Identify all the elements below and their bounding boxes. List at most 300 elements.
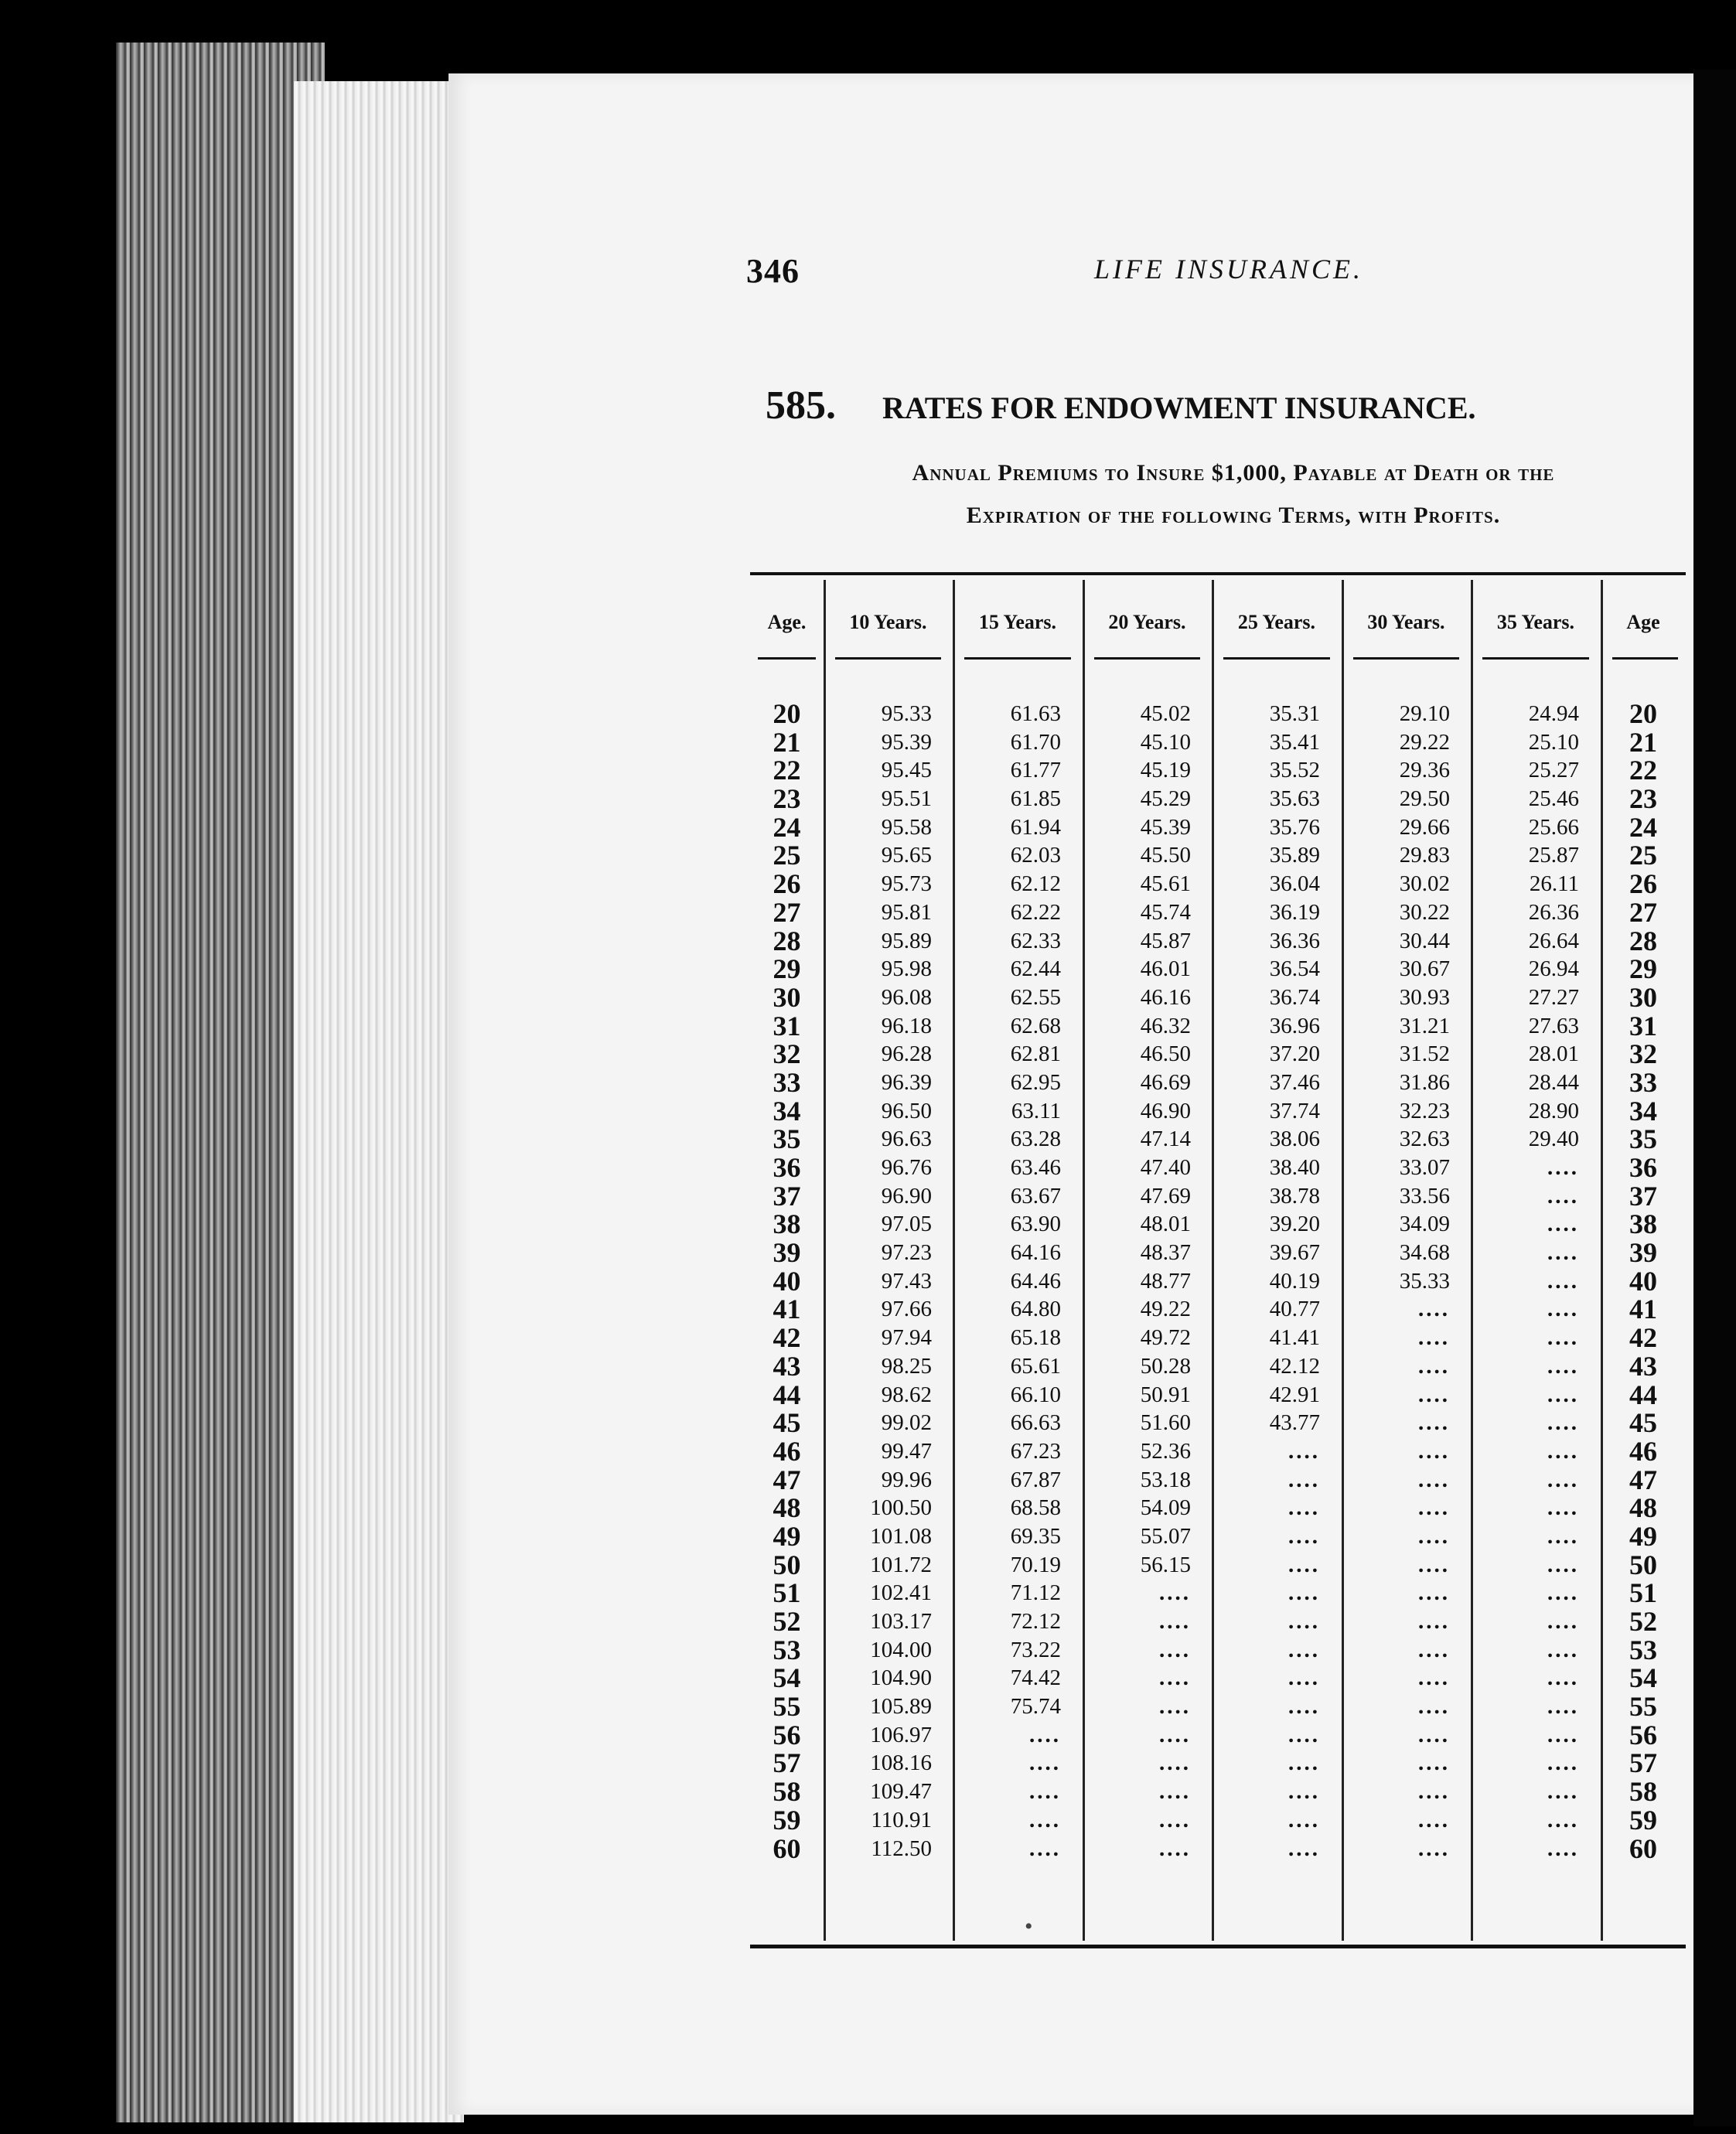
age-cell: 21 (773, 726, 801, 758)
premium-cell: 74.42 (1010, 1665, 1061, 1691)
age-cell: 49 (1629, 1520, 1657, 1552)
age-cell: 29 (1629, 953, 1657, 985)
premium-cell: 61.77 (1010, 758, 1061, 783)
premium-cell: .... (1288, 1523, 1320, 1549)
premium-cell: 99.96 (881, 1467, 932, 1492)
premium-cell: 66.10 (1010, 1382, 1061, 1407)
premium-cell: .... (1547, 1807, 1579, 1832)
age-cell: 44 (773, 1379, 801, 1410)
age-cell: 28 (773, 925, 801, 956)
age-cell: 53 (773, 1634, 801, 1665)
age-cell: 45 (1629, 1407, 1657, 1439)
premium-cell: 29.66 (1399, 814, 1450, 840)
premium-cell: 63.11 (1011, 1098, 1061, 1123)
age-cell: 45 (773, 1407, 801, 1439)
premium-cell: .... (1418, 1552, 1450, 1577)
premium-cell: .... (1029, 1779, 1061, 1805)
premium-cell: 68.58 (1010, 1495, 1061, 1521)
age-cell: 49 (773, 1520, 801, 1552)
premium-cell: 26.64 (1528, 928, 1579, 953)
age-cell: 25 (773, 840, 801, 871)
age-cell: 22 (1629, 755, 1657, 786)
premium-cell: 105.89 (870, 1694, 932, 1720)
premium-cell: 69.35 (1010, 1523, 1061, 1549)
premium-cell: 47.14 (1140, 1127, 1191, 1152)
premium-cell: 31.21 (1399, 1013, 1450, 1038)
premium-cell: 41.41 (1269, 1325, 1320, 1351)
header-rule (1353, 657, 1459, 660)
premium-cell: .... (1288, 1665, 1320, 1691)
age-cell: 26 (1629, 868, 1657, 900)
premium-cell: 110.91 (871, 1807, 932, 1832)
premium-cell: 70.19 (1010, 1552, 1061, 1577)
premium-cell: 67.23 (1010, 1438, 1061, 1464)
premium-cell: 35.76 (1269, 814, 1320, 840)
premium-cell: 53.18 (1140, 1467, 1191, 1492)
premium-cell: 28.44 (1528, 1069, 1579, 1095)
premium-cell: .... (1418, 1807, 1450, 1832)
premium-cell: 61.70 (1010, 729, 1061, 755)
premium-cell: 50.28 (1140, 1353, 1191, 1379)
premium-cell: 29.10 (1399, 701, 1450, 726)
premium-cell: 71.12 (1010, 1580, 1061, 1606)
age-cell: 57 (773, 1747, 801, 1779)
premium-cell: 95.98 (881, 956, 932, 982)
premium-cell: 46.01 (1140, 956, 1191, 982)
running-head: LIFE INSURANCE. (1094, 254, 1363, 285)
premium-cell: 62.95 (1010, 1069, 1061, 1095)
fifteen-year-premium-column (953, 700, 1061, 1863)
premium-cell: 36.19 (1269, 899, 1320, 925)
premium-cell: 45.74 (1140, 899, 1191, 925)
header-rule (1482, 657, 1589, 660)
premium-cell: 64.80 (1010, 1297, 1061, 1322)
premium-cell: 63.90 (1010, 1212, 1061, 1237)
premium-cell: 48.77 (1140, 1268, 1191, 1294)
premium-cell: 30.67 (1399, 956, 1450, 982)
premium-cell: 96.76 (881, 1155, 932, 1180)
age-cell: 60 (1629, 1832, 1657, 1864)
age-column-left (750, 700, 824, 1863)
premium-cell: .... (1547, 1722, 1579, 1747)
premium-cell: 28.01 (1528, 1041, 1579, 1067)
premium-cell: 95.45 (881, 758, 932, 783)
premium-cell: 25.87 (1528, 843, 1579, 868)
premium-cell: 96.90 (881, 1183, 932, 1208)
premium-cell: 62.33 (1010, 928, 1061, 953)
premium-cell: .... (1159, 1836, 1191, 1861)
premium-cell: .... (1418, 1467, 1450, 1492)
premium-cell: 37.46 (1269, 1069, 1320, 1095)
premium-cell: 97.94 (881, 1325, 932, 1351)
premium-cell: 45.29 (1140, 786, 1191, 812)
age-cell: 31 (773, 1010, 801, 1041)
premium-cell: .... (1288, 1694, 1320, 1720)
premium-cell: 104.00 (870, 1637, 932, 1662)
premium-cell: .... (1159, 1580, 1191, 1606)
premium-cell: .... (1547, 1268, 1579, 1294)
premium-cell: 106.97 (870, 1722, 932, 1747)
premium-cell: 38.40 (1269, 1155, 1320, 1180)
header-20-years: 20 Years. (1108, 611, 1186, 633)
premium-cell: .... (1029, 1750, 1061, 1776)
premium-cell: 46.32 (1140, 1013, 1191, 1038)
age-cell: 44 (1629, 1379, 1657, 1410)
premium-cell: .... (1159, 1609, 1191, 1634)
premium-cell: .... (1288, 1836, 1320, 1861)
age-cell: 40 (1629, 1265, 1657, 1297)
premium-cell: 42.91 (1269, 1382, 1320, 1407)
premium-cell: 97.66 (881, 1297, 932, 1322)
premium-cell: 63.46 (1010, 1155, 1061, 1180)
age-cell: 36 (773, 1152, 801, 1183)
premium-cell: 45.02 (1140, 701, 1191, 726)
premium-cell: 35.33 (1399, 1268, 1450, 1294)
age-cell: 30 (773, 981, 801, 1013)
premium-cell: 30.02 (1399, 871, 1450, 897)
premium-cell: 51.60 (1140, 1410, 1191, 1436)
premium-cell: 101.08 (870, 1523, 932, 1549)
header-rule (1223, 657, 1330, 660)
age-cell: 54 (1629, 1662, 1657, 1694)
age-cell: 59 (773, 1804, 801, 1836)
premium-cell: .... (1418, 1353, 1450, 1379)
age-cell: 53 (1629, 1634, 1657, 1665)
age-cell: 34 (773, 1095, 801, 1127)
header-rule (835, 657, 941, 660)
age-cell: 29 (773, 953, 801, 985)
age-cell: 23 (1629, 783, 1657, 815)
premium-cell: 25.46 (1528, 786, 1579, 812)
age-cell: 58 (1629, 1776, 1657, 1808)
age-cell: 48 (1629, 1492, 1657, 1524)
premium-cell: .... (1547, 1552, 1579, 1577)
age-cell: 25 (1629, 840, 1657, 871)
age-cell: 57 (1629, 1747, 1657, 1779)
premium-cell: 62.03 (1010, 843, 1061, 868)
premium-cell: 47.69 (1140, 1183, 1191, 1208)
age-cell: 52 (773, 1606, 801, 1637)
premium-cell: .... (1547, 1155, 1579, 1180)
age-cell: 46 (1629, 1435, 1657, 1467)
premium-cell: 30.93 (1399, 984, 1450, 1010)
premium-cell: 95.58 (881, 814, 932, 840)
premium-cell: .... (1418, 1297, 1450, 1322)
age-cell: 46 (773, 1435, 801, 1467)
premium-cell: .... (1547, 1637, 1579, 1662)
premium-cell: 100.50 (870, 1495, 932, 1521)
premium-cell: 73.22 (1010, 1637, 1061, 1662)
header-rule (964, 657, 1071, 660)
premium-cell: .... (1547, 1750, 1579, 1776)
premium-cell: .... (1418, 1609, 1450, 1634)
premium-cell: .... (1029, 1836, 1061, 1861)
premium-cell: 67.87 (1010, 1467, 1061, 1492)
age-cell: 23 (773, 783, 801, 815)
premium-cell: 45.19 (1140, 758, 1191, 783)
age-cell: 30 (1629, 981, 1657, 1013)
premium-cell: 50.91 (1140, 1382, 1191, 1407)
premium-cell: .... (1288, 1438, 1320, 1464)
header-35-years: 35 Years. (1496, 611, 1575, 633)
header-rule (1094, 657, 1200, 660)
premium-cell: .... (1159, 1722, 1191, 1747)
premium-cell: .... (1547, 1779, 1579, 1805)
premium-cell: 62.68 (1010, 1013, 1061, 1038)
premium-cell: 40.19 (1269, 1268, 1320, 1294)
table-subtitle-line-1: Annual Premiums to Insure $1,000, Payable at Death or the (912, 460, 1555, 486)
premium-cell: .... (1159, 1779, 1191, 1805)
premium-cell: 25.66 (1528, 814, 1579, 840)
premium-cell: 109.47 (870, 1779, 932, 1805)
age-cell: 41 (773, 1294, 801, 1325)
premium-cell: 95.51 (881, 786, 932, 812)
premium-cell: 99.02 (881, 1410, 932, 1436)
premium-cell: 52.36 (1140, 1438, 1191, 1464)
premium-cell: 36.04 (1269, 871, 1320, 897)
age-cell: 48 (773, 1492, 801, 1524)
premium-cell: .... (1288, 1609, 1320, 1634)
premium-cell: 46.50 (1140, 1041, 1191, 1067)
premium-cell: 26.36 (1528, 899, 1579, 925)
premium-cell: 62.12 (1010, 871, 1061, 897)
premium-cell: 61.85 (1010, 786, 1061, 812)
premium-cell: 37.20 (1269, 1041, 1320, 1067)
premium-cell: .... (1418, 1495, 1450, 1521)
age-cell: 42 (773, 1322, 801, 1354)
premium-cell: .... (1418, 1637, 1450, 1662)
age-cell: 21 (1629, 726, 1657, 758)
premium-cell: 101.72 (870, 1552, 932, 1577)
premium-cell: 64.46 (1010, 1268, 1061, 1294)
premium-cell: .... (1288, 1807, 1320, 1832)
premium-cell: .... (1159, 1665, 1191, 1691)
age-cell: 34 (1629, 1095, 1657, 1127)
premium-cell: 95.33 (881, 701, 932, 726)
header-rule (1612, 657, 1678, 660)
book-page (448, 73, 1717, 2115)
section-number: 585. (766, 384, 836, 428)
age-cell: 47 (773, 1464, 801, 1495)
age-cell: 31 (1629, 1010, 1657, 1041)
premium-cell: 95.73 (881, 871, 932, 897)
premium-cell: 31.52 (1399, 1041, 1450, 1067)
age-cell: 35 (1629, 1123, 1657, 1155)
premium-cell: .... (1288, 1495, 1320, 1521)
premium-cell: .... (1418, 1694, 1450, 1720)
premium-cell: .... (1547, 1240, 1579, 1266)
premium-cell: 26.94 (1528, 956, 1579, 982)
premium-cell: 33.56 (1399, 1183, 1450, 1208)
thirty-year-premium-column (1342, 700, 1450, 1863)
premium-cell: 54.09 (1140, 1495, 1191, 1521)
premium-cell: 35.52 (1269, 758, 1320, 783)
premium-cell: 29.22 (1399, 729, 1450, 755)
table-top-rule (750, 572, 1686, 575)
premium-cell: .... (1547, 1183, 1579, 1208)
premium-cell: .... (1547, 1694, 1579, 1720)
twenty-five-year-premium-column (1212, 700, 1320, 1863)
endowment-rates-table (750, 564, 1686, 1972)
age-cell: 60 (773, 1832, 801, 1864)
premium-cell: 75.74 (1010, 1694, 1061, 1720)
premium-cell: 66.63 (1010, 1410, 1061, 1436)
premium-cell: .... (1418, 1665, 1450, 1691)
age-cell: 41 (1629, 1294, 1657, 1325)
age-cell: 26 (773, 868, 801, 900)
premium-cell: 35.41 (1269, 729, 1320, 755)
premium-cell: 72.12 (1010, 1609, 1061, 1634)
premium-cell: 112.50 (871, 1836, 932, 1861)
premium-cell: .... (1418, 1580, 1450, 1606)
age-cell: 22 (773, 755, 801, 786)
premium-cell: 65.18 (1010, 1325, 1061, 1351)
age-cell: 55 (1629, 1691, 1657, 1723)
premium-cell: 62.55 (1010, 984, 1061, 1010)
premium-cell: 47.40 (1140, 1155, 1191, 1180)
premium-cell: 55.07 (1140, 1523, 1191, 1549)
premium-cell: 43.77 (1269, 1410, 1320, 1436)
age-cell: 36 (1629, 1152, 1657, 1183)
premium-cell: 27.27 (1528, 984, 1579, 1010)
premium-cell: .... (1547, 1212, 1579, 1237)
premium-cell: 29.36 (1399, 758, 1450, 783)
premium-cell: .... (1547, 1467, 1579, 1492)
premium-cell: .... (1288, 1779, 1320, 1805)
premium-cell: .... (1418, 1438, 1450, 1464)
premium-cell: 33.07 (1399, 1155, 1450, 1180)
age-cell: 32 (1629, 1038, 1657, 1070)
age-cell: 35 (773, 1123, 801, 1155)
premium-cell: 42.12 (1269, 1353, 1320, 1379)
premium-cell: 35.89 (1269, 843, 1320, 868)
age-cell: 54 (773, 1662, 801, 1694)
age-cell: 43 (773, 1350, 801, 1382)
premium-cell: .... (1418, 1779, 1450, 1805)
table-bottom-rule (750, 1945, 1686, 1948)
age-cell: 24 (1629, 811, 1657, 843)
premium-cell: 29.50 (1399, 786, 1450, 812)
header-10-years: 10 Years. (849, 611, 927, 633)
premium-cell: .... (1418, 1836, 1450, 1861)
age-cell: 50 (1629, 1549, 1657, 1580)
premium-cell: 96.63 (881, 1127, 932, 1152)
header-15-years: 15 Years. (978, 611, 1057, 633)
premium-cell: 97.05 (881, 1212, 932, 1237)
premium-cell: 96.39 (881, 1069, 932, 1095)
premium-cell: 95.81 (881, 899, 932, 925)
premium-cell: 37.74 (1269, 1098, 1320, 1123)
premium-cell: .... (1029, 1807, 1061, 1832)
age-cell: 32 (773, 1038, 801, 1070)
premium-cell: 36.74 (1269, 984, 1320, 1010)
premium-cell: .... (1418, 1750, 1450, 1776)
age-cell: 56 (1629, 1719, 1657, 1750)
premium-cell: .... (1547, 1495, 1579, 1521)
premium-cell: 96.50 (881, 1098, 932, 1123)
age-cell: 56 (773, 1719, 801, 1750)
premium-cell: 62.22 (1010, 899, 1061, 925)
premium-cell: 96.18 (881, 1013, 932, 1038)
premium-cell: .... (1547, 1353, 1579, 1379)
premium-cell: 39.67 (1269, 1240, 1320, 1266)
header-30-years: 30 Years. (1367, 611, 1445, 633)
age-cell: 20 (773, 698, 801, 729)
premium-cell: .... (1547, 1438, 1579, 1464)
age-cell: 24 (773, 811, 801, 843)
page-stack (294, 81, 464, 2122)
age-cell: 50 (773, 1549, 801, 1580)
premium-cell: .... (1288, 1750, 1320, 1776)
premium-cell: 98.25 (881, 1353, 932, 1379)
premium-cell: .... (1547, 1410, 1579, 1436)
premium-cell: 45.10 (1140, 729, 1191, 755)
premium-cell: .... (1418, 1325, 1450, 1351)
table-subtitle-line-2: Expiration of the following Terms, with Profits. (966, 503, 1501, 528)
age-cell: 20 (1629, 698, 1657, 729)
age-cell: 33 (773, 1066, 801, 1098)
age-cell: 59 (1629, 1804, 1657, 1836)
age-cell: 38 (1629, 1208, 1657, 1240)
premium-cell: 49.22 (1140, 1297, 1191, 1322)
page-number: 346 (746, 252, 800, 290)
premium-cell: .... (1418, 1382, 1450, 1407)
premium-cell: 30.22 (1399, 899, 1450, 925)
premium-cell: 27.63 (1528, 1013, 1579, 1038)
premium-cell: .... (1159, 1637, 1191, 1662)
age-cell: 37 (773, 1180, 801, 1212)
premium-cell: 34.68 (1399, 1240, 1450, 1266)
premium-cell: 63.28 (1010, 1127, 1061, 1152)
premium-cell: 97.43 (881, 1268, 932, 1294)
premium-cell: .... (1288, 1467, 1320, 1492)
age-cell: 28 (1629, 925, 1657, 956)
premium-cell: 36.54 (1269, 956, 1320, 982)
age-cell: 37 (1629, 1180, 1657, 1212)
premium-cell: .... (1288, 1580, 1320, 1606)
age-cell: 38 (773, 1208, 801, 1240)
premium-cell: 62.44 (1010, 956, 1061, 982)
premium-cell: .... (1288, 1552, 1320, 1577)
premium-cell: 36.36 (1269, 928, 1320, 953)
ink-speck: • (1025, 1914, 1033, 1939)
premium-cell: 24.94 (1528, 701, 1579, 726)
premium-cell: 102.41 (870, 1580, 932, 1606)
age-cell: 27 (1629, 896, 1657, 928)
ten-year-premium-column (824, 700, 932, 1863)
age-cell: 51 (1629, 1577, 1657, 1609)
premium-cell: .... (1418, 1410, 1450, 1436)
age-cell: 27 (773, 896, 801, 928)
premium-cell: 95.89 (881, 928, 932, 953)
premium-cell: 38.78 (1269, 1183, 1320, 1208)
premium-cell: 34.09 (1399, 1212, 1450, 1237)
premium-cell: .... (1547, 1325, 1579, 1351)
premium-cell: 30.44 (1399, 928, 1450, 953)
premium-cell: .... (1159, 1694, 1191, 1720)
premium-cell: 31.86 (1399, 1069, 1450, 1095)
premium-cell: .... (1159, 1750, 1191, 1776)
premium-cell: 38.06 (1269, 1127, 1320, 1152)
premium-cell: 32.23 (1399, 1098, 1450, 1123)
premium-cell: 35.63 (1269, 786, 1320, 812)
premium-cell: 46.90 (1140, 1098, 1191, 1123)
premium-cell: 46.69 (1140, 1069, 1191, 1095)
premium-cell: 28.90 (1528, 1098, 1579, 1123)
premium-cell: 96.08 (881, 984, 932, 1010)
age-cell: 33 (1629, 1066, 1657, 1098)
premium-cell: 49.72 (1140, 1325, 1191, 1351)
